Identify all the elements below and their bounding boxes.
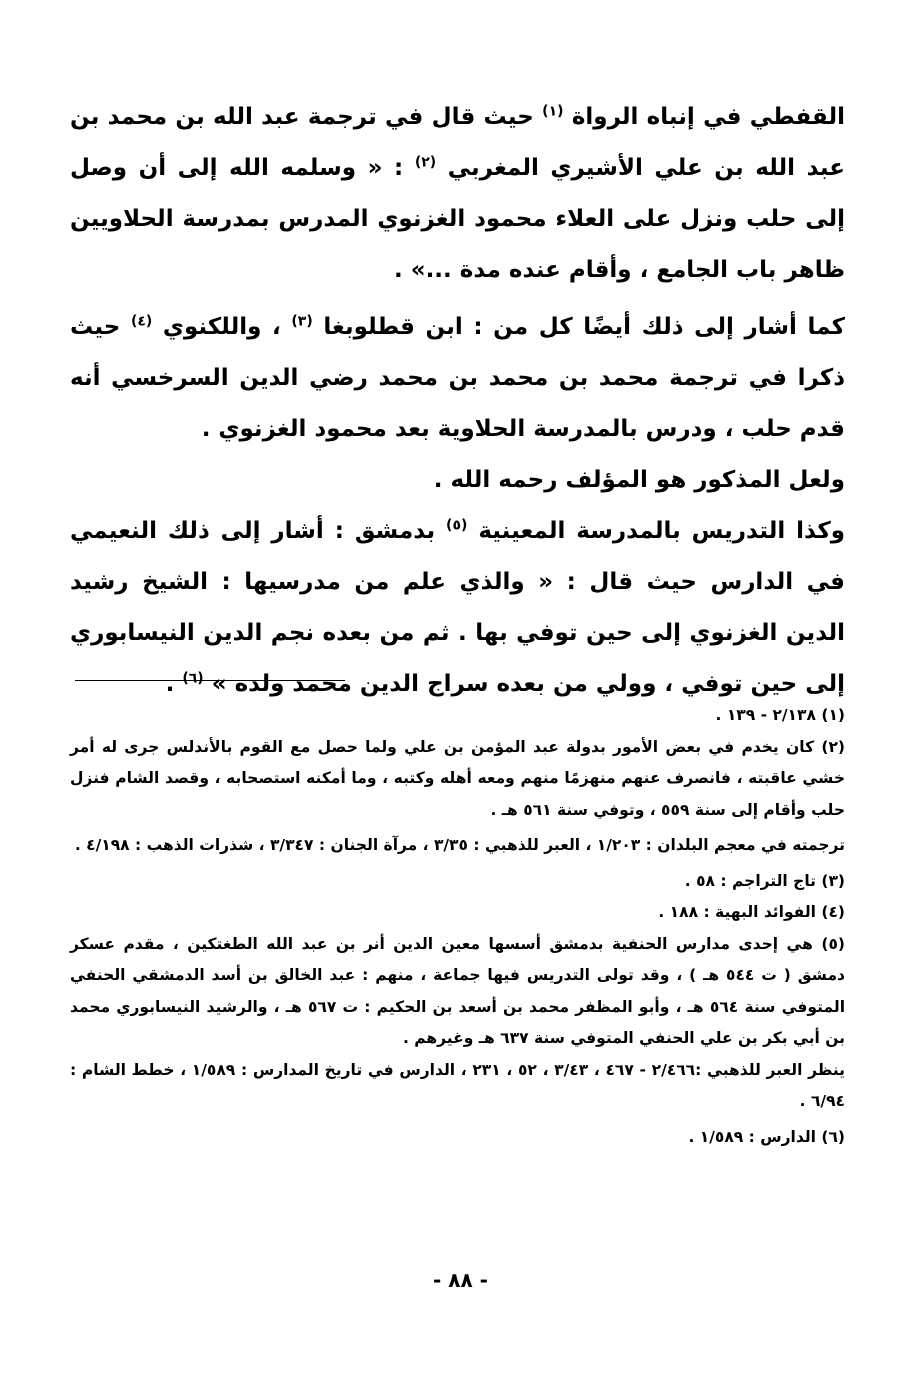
footnote-5-sources: ينظر العبر للذهبي :٢/٤٦٦ - ٤٦٧ ، ٣/٤٣ ، ٥٢ ، ٢٣١ ، الدارس في تاريخ المدارس : ١/٥٨٩ ، خطط الشام : ٦/٩٤ . <box>70 1060 845 1110</box>
footnotes <box>70 700 845 1153</box>
paragraph-1: القفطي في إنباه الرواة $^{(١)}$ حيث قال في ترجمة عبد الله بن محمد بن عبد الله بن علي الأشيري المغربي $^{(٢)}$ : « وسلمه الله إلى أن وصل إلى حلب ونزل على العلاء محمود الغزنوي المدرس بمدرسة الحلاويين ظاهر باب الجامع ، وأقام عنده مدة ...» . <box>70 103 845 283</box>
footnote-3: (٣) تاج التراجم : ٥٨ . <box>684 871 845 890</box>
footnote-5: (٥) هي إحدى مدارس الحنفية بدمشق أسسها معين الدين أنر بن عبد الله الطغتكين ، مقدم عسكر دمشق ( ت ٥٤٤ هـ ) ، وقد تولى التدريس فيها جماعة ، منهم : عبد الخالق بن أسد الدمشقي الحنفي المتوفي سنة ٥٦٤ هـ ، وأبو المظفر محمد بن أسعد بن الحكيم : ت ٥٦٧ هـ ، والرشيد النيسابوري محمد بن أبي بكر بن علي الحنفي المتوفي سنة ٦٣٧ هـ وغيرهم . <box>70 934 846 1047</box>
paragraph-4: وكذا التدريس بالمدرسة المعينية $^{(٥)}$ بدمشق : أشار إلى ذلك النعيمي في الدارس حيث قال : « والذي علم من مدرسيها : الشيخ رشيد الدين الغزنوي إلى حين توفي بها . ثم من بعده نجم الدين النيسابوري إلى حين توفي ، وولي من بعده سراج الدين محمد ولده » $^{(٦)}$ . <box>70 517 845 697</box>
footnote-ref-3: (٣) <box>291 313 313 330</box>
paragraph-3: ولعل المذكور هو المؤلف رحمه الله . <box>433 467 845 493</box>
footnote-ref-1: (١) <box>542 103 564 120</box>
footnote-6: (٦) الدارس : ١/٥٨٩ . <box>688 1127 845 1146</box>
footnote-4: (٤) الفوائد البهية : ١٨٨ . <box>658 903 845 921</box>
footnote-2-sources: ترجمته في معجم البلدان : ١/٢٠٣ ، العبر للذهبي : ٣/٣٥ ، مرآة الجنان : ٣/٣٤٧ ، شذرات الذهب : ٤/١٩٨ . <box>74 836 845 854</box>
footnote-ref-2: (٢) <box>414 154 437 171</box>
footnote-1: (١) ٢/١٣٨ - ١٣٩ . <box>715 706 845 724</box>
paragraph-2: كما أشار إلى ذلك أيضًا كل من : ابن قطلوبغا $^{(٣)}$ ، واللكنوي $^{(٤)}$ حيث ذكرا في ترجمة محمد بن محمد بن محمد رضي الدين السرخسي أنه قدم حلب ، ودرس بالمدرسة الحلاوية بعد محمود الغزنوي . <box>70 313 845 442</box>
footnote-ref-6: (٦) <box>182 670 204 687</box>
footnote-ref-5: (٥) <box>446 517 468 534</box>
page-number: - ٨٨ - <box>433 1268 488 1292</box>
footnote-divider <box>75 680 345 681</box>
footnote-2: (٢) كان يخدم في بعض الأمور بدولة عبد المؤمن بن علي ولما حصل مع القوم بالأندلس جرى له أمر خشي عاقبته ، فانصرف عنهم منهزمًا منهم ومعه أهله وكتبه ، وما أمكنه استصحابه ، وقصد الشام فنزل حلب وأقام إلى سنة ٥٥٩ ، وتوفي سنة ٥٦١ هـ . <box>70 737 845 819</box>
main-text <box>70 92 845 710</box>
footnote-ref-4: (٤) <box>130 313 153 330</box>
